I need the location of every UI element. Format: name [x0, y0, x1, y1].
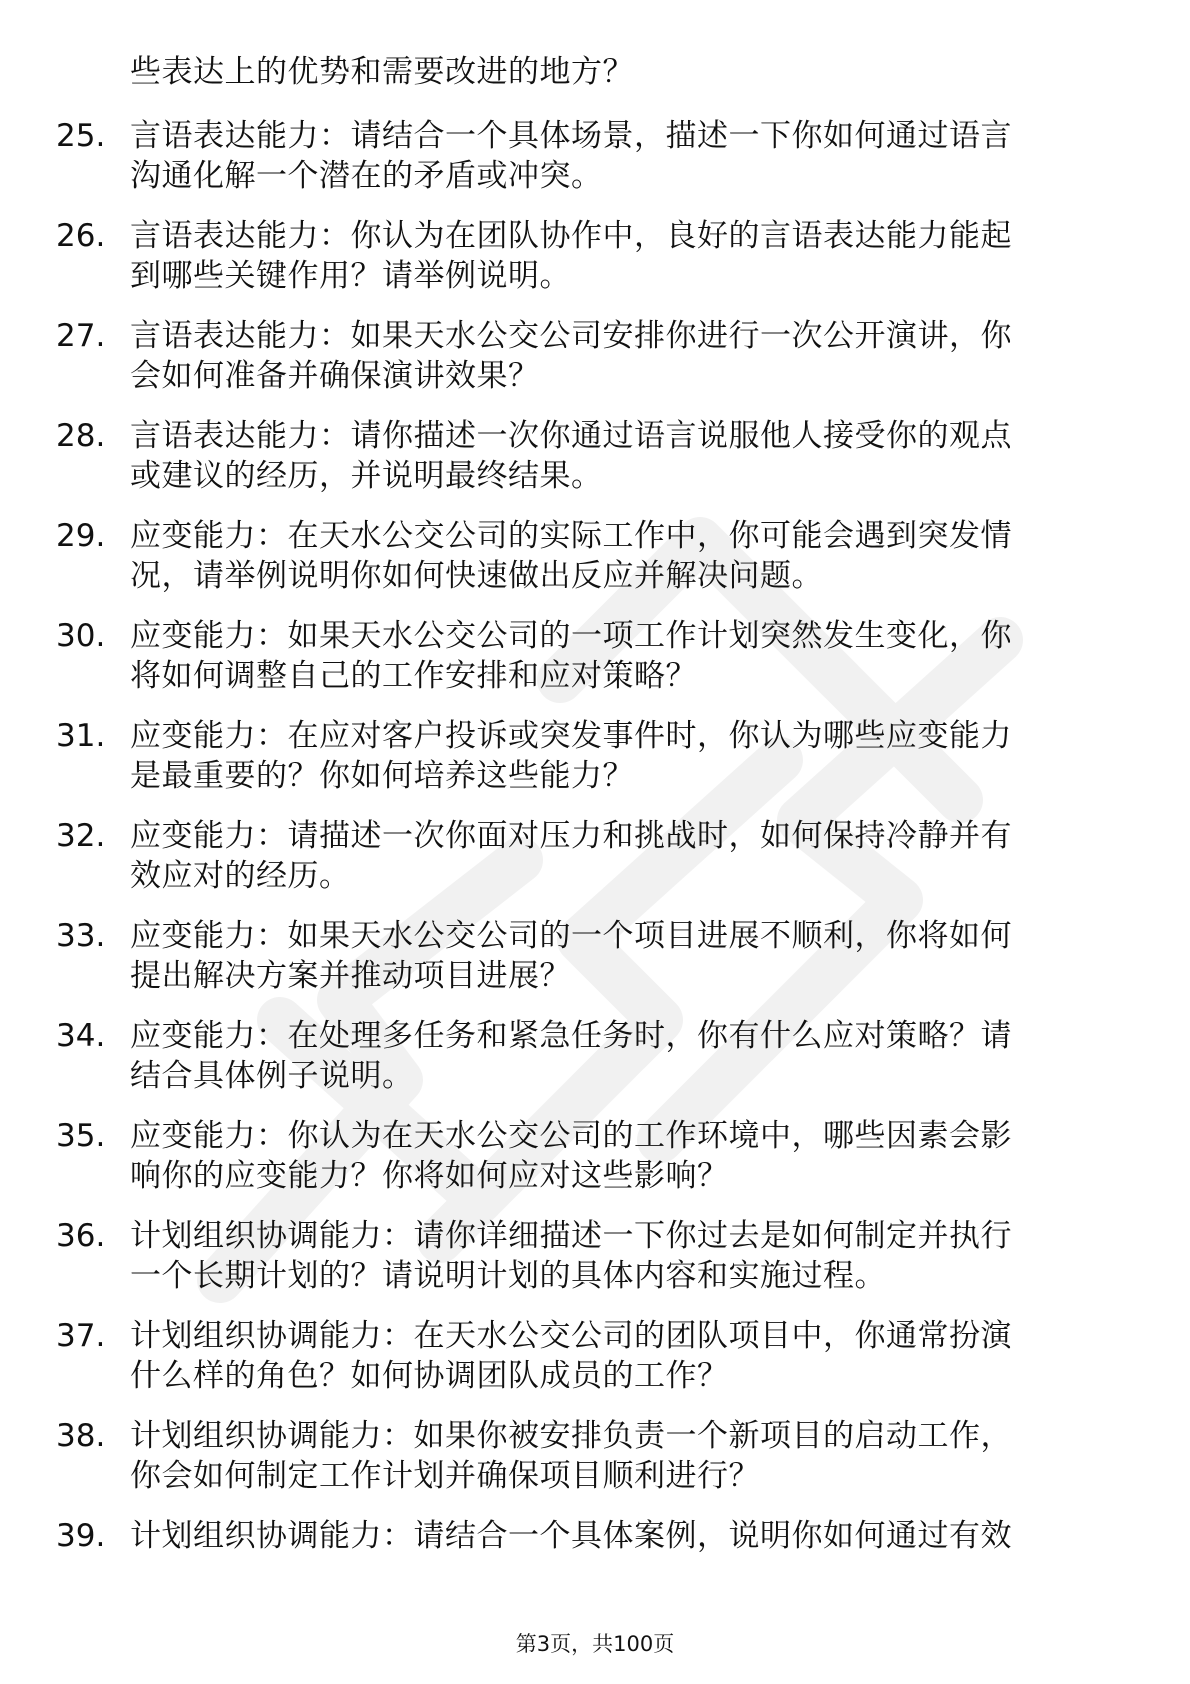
question-number: 28.	[56, 418, 106, 454]
question-text-line: 结合具体例子说明。	[130, 1058, 414, 1094]
question-item	[0, 616, 1190, 716]
question-number: 26.	[56, 218, 106, 254]
question-text-line: 应变能力：如果天水公交公司的一项工作计划突然发生变化，你	[130, 618, 1012, 654]
question-item	[0, 1316, 1190, 1416]
question-item	[0, 816, 1190, 916]
question-text-line: 言语表达能力：请结合一个具体场景，描述一下你如何通过语言	[130, 118, 1012, 154]
question-text	[130, 1016, 1110, 1096]
question-number: 30.	[56, 618, 106, 654]
question-text	[130, 916, 1110, 996]
question-text-line: 应变能力：请描述一次你面对压力和挑战时，如何保持冷静并有	[130, 818, 1012, 854]
question-text-line: 言语表达能力：你认为在团队协作中，良好的言语表达能力能起	[130, 218, 1012, 254]
question-text-line: 什么样的角色？如何协调团队成员的工作？	[130, 1358, 729, 1394]
question-text-line: 况，请举例说明你如何快速做出反应并解决问题。	[130, 558, 823, 594]
question-text-line: 响你的应变能力？你将如何应对这些影响？	[130, 1158, 729, 1194]
question-text	[130, 516, 1110, 596]
question-text	[130, 1516, 1110, 1556]
question-text	[130, 116, 1110, 196]
question-item	[0, 1216, 1190, 1316]
question-item	[0, 1116, 1190, 1216]
question-number: 31.	[56, 718, 106, 754]
question-text	[130, 1416, 1110, 1496]
question-number: 36.	[56, 1218, 106, 1254]
question-text	[130, 1316, 1110, 1396]
question-text	[130, 816, 1110, 896]
question-text-line: 提出解决方案并推动项目进展？	[130, 958, 571, 994]
question-item	[0, 716, 1190, 816]
question-text-line: 计划组织协调能力：请你详细描述一下你过去是如何制定并执行	[130, 1218, 1012, 1254]
question-item	[0, 216, 1190, 316]
question-item	[0, 516, 1190, 616]
question-text	[130, 316, 1110, 396]
question-item	[0, 1516, 1190, 1616]
question-text-line: 应变能力：你认为在天水公交公司的工作环境中，哪些因素会影	[130, 1118, 1012, 1154]
question-text	[130, 416, 1110, 496]
page-footer: 第3页，共100页	[515, 1632, 675, 1656]
question-text	[130, 216, 1110, 296]
question-text-line: 计划组织协调能力：如果你被安排负责一个新项目的启动工作，	[130, 1418, 1012, 1454]
question-text-line: 是最重要的？你如何培养这些能力？	[130, 758, 634, 794]
question-text-line: 言语表达能力：请你描述一次你通过语言说服他人接受你的观点	[130, 418, 1012, 454]
question-text-line: 计划组织协调能力：请结合一个具体案例，说明你如何通过有效	[130, 1518, 1012, 1554]
question-number: 27.	[56, 318, 106, 354]
question-number: 34.	[56, 1018, 106, 1054]
question-number: 33.	[56, 918, 106, 954]
question-number: 25.	[56, 118, 106, 154]
question-item	[0, 116, 1190, 216]
question-text	[130, 616, 1110, 696]
question-number: 39.	[56, 1518, 106, 1554]
question-text-line: 应变能力：如果天水公交公司的一个项目进展不顺利，你将如何	[130, 918, 1012, 954]
question-number: 38.	[56, 1418, 106, 1454]
question-text-line: 应变能力：在应对客户投诉或突发事件时，你认为哪些应变能力	[130, 718, 1012, 754]
question-text	[130, 716, 1110, 796]
question-item	[0, 916, 1190, 1016]
question-text-line: 将如何调整自己的工作安排和应对策略？	[130, 658, 697, 694]
question-text	[130, 1216, 1110, 1296]
question-text-line: 一个长期计划的？请说明计划的具体内容和实施过程。	[130, 1258, 886, 1294]
question-text-line: 沟通化解一个潜在的矛盾或冲突。	[130, 158, 603, 194]
question-item	[0, 416, 1190, 516]
question-item	[0, 1416, 1190, 1516]
question-text-line: 应变能力：在处理多任务和紧急任务时，你有什么应对策略？请	[130, 1018, 1012, 1054]
question-number: 29.	[56, 518, 106, 554]
question-text-line: 计划组织协调能力：在天水公交公司的团队项目中，你通常扮演	[130, 1318, 1012, 1354]
question-list	[0, 116, 1190, 1616]
question-number: 37.	[56, 1318, 106, 1354]
question-item	[0, 1016, 1190, 1116]
continued-question-text: 些表达上的优势和需要改进的地方？	[130, 54, 634, 90]
question-number: 35.	[56, 1118, 106, 1154]
question-item	[0, 316, 1190, 416]
question-text-line: 应变能力：在天水公交公司的实际工作中，你可能会遇到突发情	[130, 518, 1012, 554]
question-text-line: 会如何准备并确保演讲效果？	[130, 358, 540, 394]
question-text	[130, 1116, 1110, 1196]
question-text-line: 到哪些关键作用？请举例说明。	[130, 258, 571, 294]
question-text-line: 效应对的经历。	[130, 858, 351, 894]
question-text-line: 或建议的经历，并说明最终结果。	[130, 458, 603, 494]
question-number: 32.	[56, 818, 106, 854]
question-text-line: 你会如何制定工作计划并确保项目顺利进行？	[130, 1458, 760, 1494]
question-text-line: 言语表达能力：如果天水公交公司安排你进行一次公开演讲，你	[130, 318, 1012, 354]
